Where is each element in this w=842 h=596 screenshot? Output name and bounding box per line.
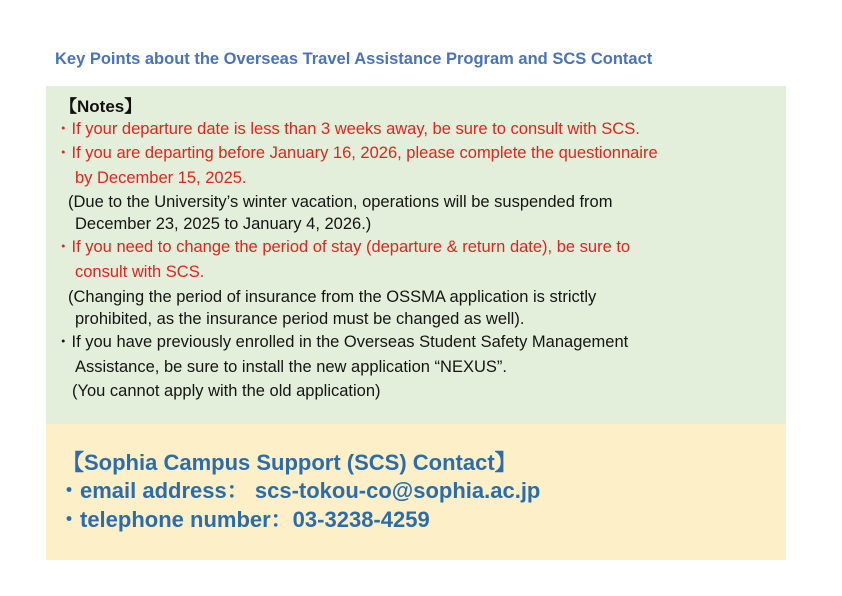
notes-heading: 【Notes】 bbox=[60, 97, 142, 116]
contact-phone[interactable]: ・telephone number：03-3238-4259 bbox=[58, 507, 430, 532]
contact-panel bbox=[46, 424, 786, 560]
note-old-application: (You cannot apply with the old application) bbox=[72, 382, 381, 400]
note-departure-consult: ・If your departure date is less than 3 weeks away, be sure to consult with SCS. bbox=[55, 120, 640, 138]
note-change-period-consult: consult with SCS. bbox=[75, 263, 205, 281]
note-insurance-period: (Changing the period of insurance from the OSSMA application is strictly bbox=[68, 288, 597, 306]
contact-email[interactable]: ・email address： scs-tokou-co@sophia.ac.jp bbox=[58, 478, 541, 503]
contact-heading: 【Sophia Campus Support (SCS) Contact】 bbox=[62, 450, 517, 475]
note-insurance-period-cont: prohibited, as the insurance period must be changed as well). bbox=[75, 310, 525, 328]
notes-panel bbox=[46, 86, 786, 424]
note-questionnaire: ・If you are departing before January 16, 2026, please complete the questionnaire bbox=[55, 144, 658, 162]
note-nexus-app: ・If you have previously enrolled in the Overseas Student Safety Management bbox=[55, 333, 629, 351]
note-questionnaire-deadline: by December 15, 2025. bbox=[75, 169, 247, 187]
page-title: Key Points about the Overseas Travel Assistance Program and SCS Contact bbox=[55, 50, 653, 68]
note-winter-vacation: (Due to the University’s winter vacation, operations will be suspended from bbox=[68, 193, 613, 211]
note-nexus-install: Assistance, be sure to install the new application “NEXUS”. bbox=[75, 358, 507, 376]
note-change-period: ・If you need to change the period of stay (departure & return date), be sure to bbox=[55, 238, 631, 256]
note-winter-vacation-dates: December 23, 2025 to January 4, 2026.) bbox=[75, 215, 372, 233]
